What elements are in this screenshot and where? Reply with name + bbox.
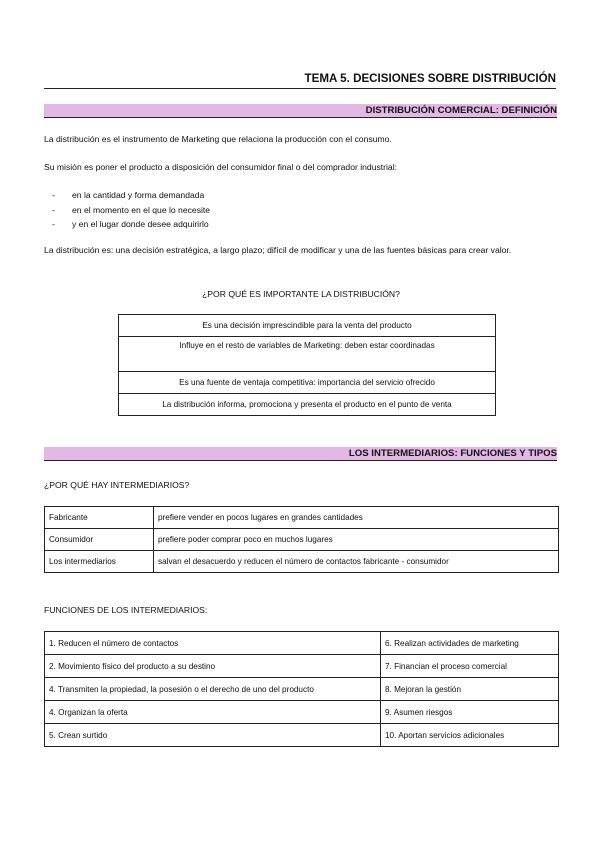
definition-paragraph: La distribución es el instrumento de Marketing que relaciona la producción con el consumo. [44,134,392,144]
table-row [119,372,496,394]
function-cell: 7. Financian el proceso comercial [381,655,559,678]
function-cell: 10. Aportan servicios adicionales [381,724,559,747]
functions-title: FUNCIONES DE LOS INTERMEDIARIOS: [44,605,208,615]
list-item: - en la cantidad y forma demandada [52,190,205,200]
strategic-paragraph: La distribución es: una decisión estratégica, a largo plazo; difícil de modificar y una de las fuentes básicas para crear valor. [44,245,512,255]
function-cell: 2. Movimiento físico del producto a su destino [45,655,381,678]
table-row [45,655,559,678]
function-cell: 4. Transmiten la propiedad, la posesión o el derecho de uno del producto [45,678,381,701]
table-row [45,529,559,551]
function-cell: 9. Asumen riesgos [381,701,559,724]
functions-table [44,631,559,747]
description-cell: salvan el desacuerdo y reducen el número de contactos fabricante - consumidor [154,551,559,573]
function-cell: 8. Mejoran la gestión [381,678,559,701]
mission-paragraph: Su misión es poner el producto a disposición del consumidor final o del comprador industrial: [44,162,398,172]
table-row [119,315,496,337]
table-cell: Influye en el resto de variables de Marketing: deben estar coordinadas [119,337,496,372]
table-row [119,394,496,416]
table-row [45,551,559,573]
table-row [119,337,496,372]
function-cell: 5. Crean surtido [45,724,381,747]
table-row [45,724,559,747]
bullet-list [52,188,210,232]
actor-cell: Consumidor [45,529,154,551]
table-row [45,632,559,655]
intermediaries-table [44,506,559,573]
intermediaries-question: ¿POR QUÉ HAY INTERMEDIARIOS? [44,480,190,490]
function-cell: 4. Organizan la oferta [45,701,381,724]
page-title: TEMA 5. DECISIONES SOBRE DISTRIBUCIÓN [44,70,556,89]
description-cell: prefiere poder comprar poco en muchos lugares [154,529,559,551]
section-heading-definicion: DISTRIBUCIÓN COMERCIAL: DEFINICIÓN [44,104,557,118]
table-row [45,701,559,724]
importance-question: ¿POR QUÉ ES IMPORTANTE LA DISTRIBUCIÓN? [202,289,400,299]
table-cell: Es una fuente de ventaja competitiva: importancia del servicio ofrecido [119,372,496,394]
section-heading-intermediarios: LOS INTERMEDIARIOS: FUNCIONES Y TIPOS [44,447,557,461]
description-cell: prefiere vender en pocos lugares en grandes cantidades [154,507,559,529]
table-cell: Es una decisión imprescindible para la venta del producto [119,315,496,337]
function-cell: 1. Reducen el número de contactos [45,632,381,655]
table-row [45,678,559,701]
actor-cell: Los intermediarios [45,551,154,573]
importance-table [118,314,496,416]
function-cell: 6. Realizan actividades de marketing [381,632,559,655]
table-row [45,507,559,529]
table-cell: La distribución informa, promociona y presenta el producto en el punto de venta [119,394,496,416]
actor-cell: Fabricante [45,507,154,529]
list-item: - y en el lugar donde desee adquirirlo [52,219,209,229]
list-item: - en el momento en el que lo necesite [52,204,211,215]
